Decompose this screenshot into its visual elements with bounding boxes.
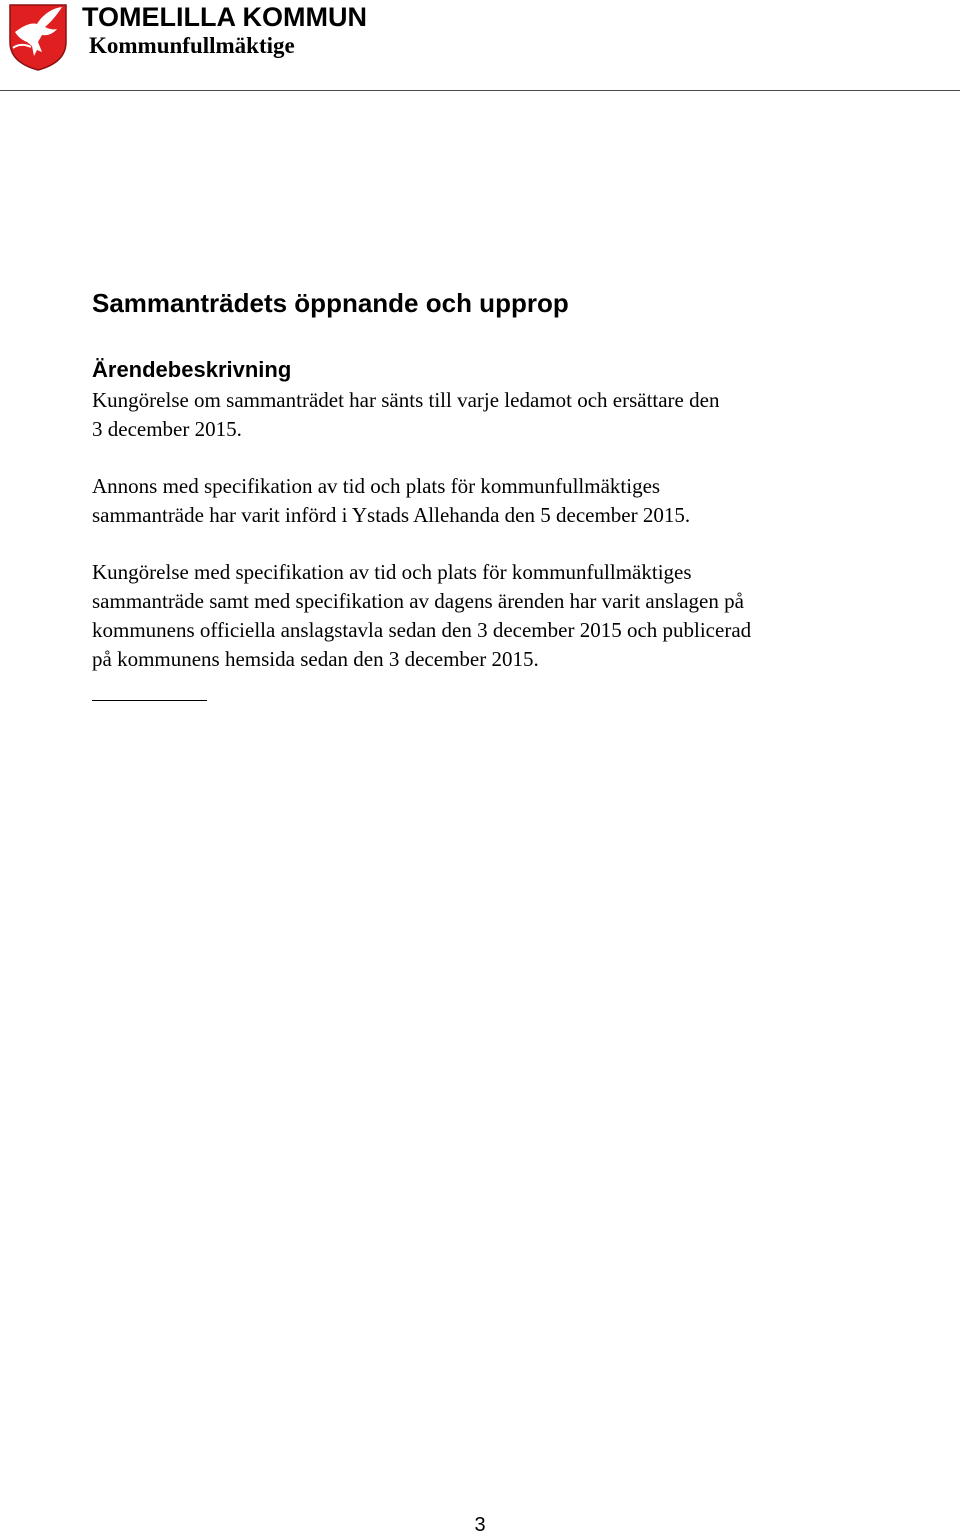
- paragraph-2: [92, 472, 892, 530]
- paragraph-line: Annons med specifikation av tid och plats för kommunfullmäktiges: [92, 474, 661, 498]
- paragraph-line: på kommunens hemsida sedan den 3 december 2015.: [92, 647, 539, 671]
- paragraph-3: [92, 558, 892, 674]
- paragraph-line: kommunens officiella anslagstavla sedan den 3 december 2015 och publicerad: [92, 618, 752, 642]
- document-header: [0, 0, 960, 91]
- paragraph-line: Kungörelse om sammanträdet har sänts till varje ledamot och ersättare den: [92, 388, 720, 412]
- paragraph-line: sammanträde har varit införd i Ystads Allehanda den 5 december 2015.: [92, 503, 691, 527]
- org-department: Kommunfullmäktige: [89, 33, 295, 58]
- paragraph-1: [92, 386, 892, 444]
- paragraph-line: sammanträde samt med specifikation av dagens ärenden har varit anslagen på: [92, 589, 744, 613]
- org-name: TOMELILLA KOMMUN: [82, 2, 367, 32]
- paragraph-line: 3 december 2015.: [92, 417, 242, 441]
- section-heading: Ärendebeskrivning: [92, 357, 292, 382]
- page-title: Sammanträdets öppnande och upprop: [92, 288, 569, 318]
- document-body: [92, 286, 892, 701]
- coat-of-arms-kite-icon: [7, 2, 69, 72]
- paragraph-line: Kungörelse med specifikation av tid och plats för kommunfullmäktiges: [92, 560, 692, 584]
- end-divider: [92, 700, 207, 701]
- page-number: 3: [474, 1514, 486, 1536]
